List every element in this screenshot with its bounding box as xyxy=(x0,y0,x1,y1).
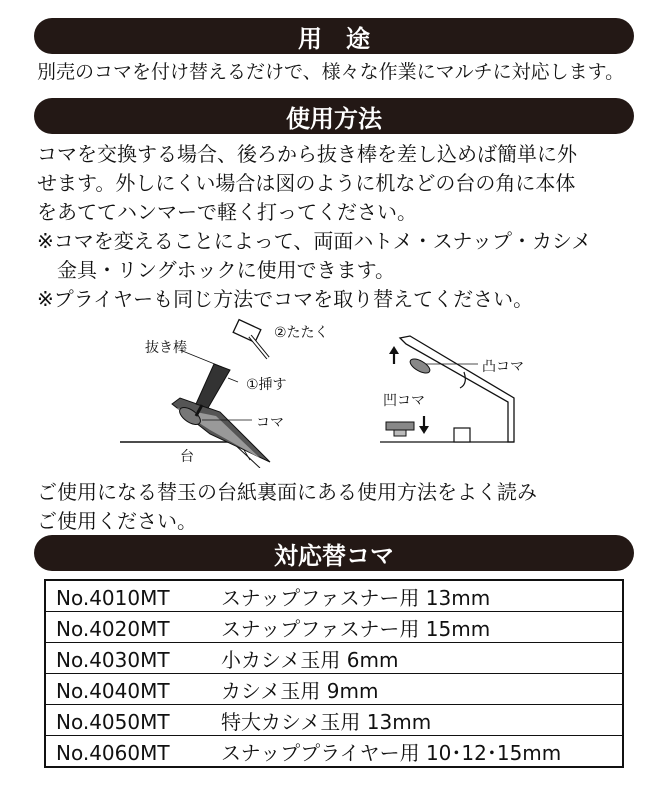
product-desc: スナッププライヤー用 10･12･15mm xyxy=(221,740,562,765)
label-tataku: ②たたく xyxy=(274,325,329,341)
method-note-line: ※コマを変えることによって、両面ハトメ・スナップ・カシメ xyxy=(37,229,592,253)
label-ou-koma: 凹コマ xyxy=(383,393,425,409)
product-code: No.4010MT xyxy=(56,585,170,610)
table-row xyxy=(45,674,623,705)
method-heading: 使用方法 xyxy=(34,98,634,134)
method-note-line: 金具・リングホックに使用できます。 xyxy=(37,258,395,282)
method-line: コマを交換する場合、後ろから抜き棒を差し込めば簡単に外 xyxy=(37,142,577,166)
table-row xyxy=(45,643,623,674)
replacement-table xyxy=(44,579,624,768)
product-desc: カシメ玉用 9mm xyxy=(221,678,379,703)
product-code: No.4020MT xyxy=(56,616,170,641)
label-sasu: ①挿す xyxy=(246,377,287,393)
replacement-heading: 対応替コマ xyxy=(34,535,634,571)
table-row xyxy=(45,612,623,643)
product-desc: 小カシメ玉用 6mm xyxy=(221,647,399,672)
label-totsu-koma: 凸コマ xyxy=(482,359,524,375)
usage-heading: 用 途 xyxy=(34,18,634,54)
label-dai: 台 xyxy=(180,449,194,465)
label-nukibou: 抜き棒 xyxy=(145,340,187,356)
usage-text: 別売のコマを付け替えるだけで、様々な作業にマルチに対応します。 xyxy=(37,61,625,83)
product-desc: スナップファスナー用 13mm xyxy=(221,585,491,610)
table-row xyxy=(45,580,623,612)
method-line: をあててハンマーで軽く打ってください。 xyxy=(37,200,417,224)
product-code: No.4050MT xyxy=(56,709,170,734)
product-code: No.4060MT xyxy=(56,740,170,765)
product-code: No.4030MT xyxy=(56,647,170,672)
note-line: ご使用になる替玉の台紙裏面にある使用方法をよく読み xyxy=(37,480,537,504)
table-row xyxy=(45,705,623,736)
product-code: No.4040MT xyxy=(56,678,170,703)
method-line: せます。外しにくい場合は図のように机などの台の角に本体 xyxy=(37,171,576,195)
product-desc: スナップファスナー用 15mm xyxy=(221,616,491,641)
method-note-line: ※プライヤーも同じ方法でコマを取り替えてください。 xyxy=(37,287,534,311)
table-row xyxy=(45,736,623,768)
product-desc: 特大カシメ玉用 13mm xyxy=(221,709,432,734)
label-koma: コマ xyxy=(256,415,284,431)
note-line: ご使用ください。 xyxy=(37,509,197,533)
